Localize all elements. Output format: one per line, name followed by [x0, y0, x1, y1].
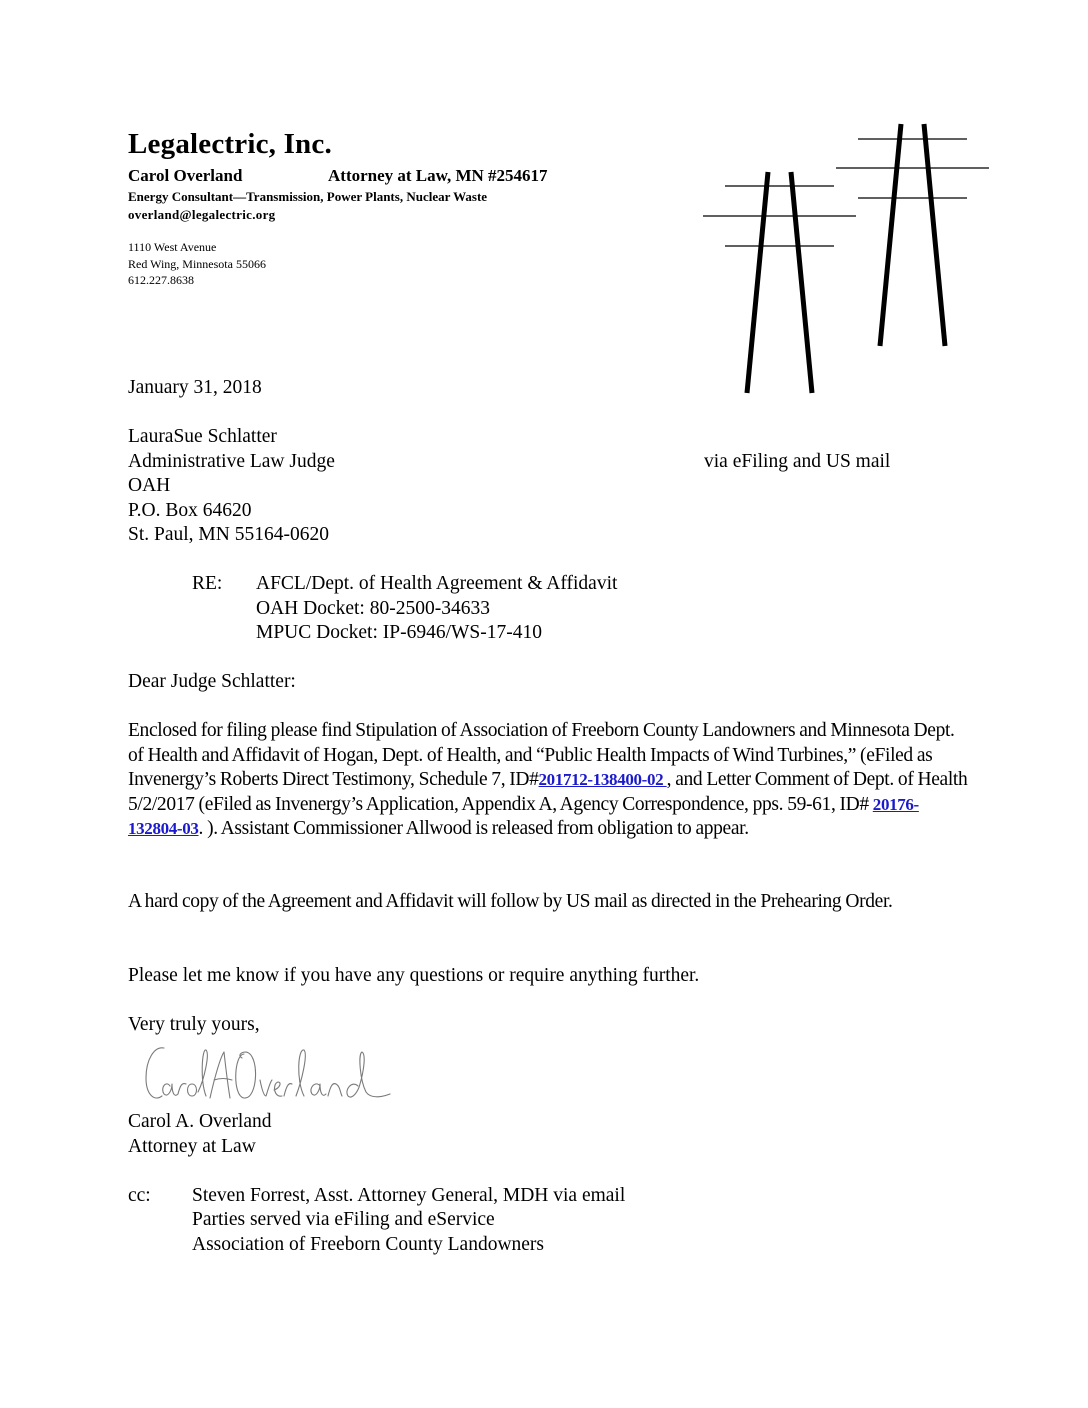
handwritten-signature-icon — [140, 1040, 440, 1110]
re-line-2: OAH Docket: 80-2500-34633 — [256, 598, 490, 619]
company-name: Legalectric, Inc. — [128, 128, 332, 160]
re-line-3: MPUC Docket: IP-6946/WS-17-410 — [256, 622, 542, 643]
power-line-towers-icon — [0, 0, 1088, 420]
recipient-name: LauraSue Schlatter — [128, 426, 277, 447]
letterhead-email: overland@legalectric.org — [128, 207, 276, 222]
recipient-org: OAH — [128, 475, 171, 496]
cc-item: Steven Forrest, Asst. Attorney General, MDH via email — [192, 1185, 626, 1206]
body-paragraph-1 — [128, 719, 968, 842]
re-line-1: AFCL/Dept. of Health Agreement & Affidavit — [256, 573, 618, 594]
closing: Very truly yours, — [128, 1014, 260, 1035]
letter-date: January 31, 2018 — [128, 377, 262, 398]
recipient-po-box: P.O. Box 64620 — [128, 500, 252, 521]
letterhead-title: Attorney at Law, MN #254617 — [328, 166, 548, 185]
signer-title: Attorney at Law — [128, 1136, 256, 1157]
cc-item: Association of Freeborn County Landowners — [192, 1234, 545, 1255]
letterhead-address-line2: Red Wing, Minnesota 55066 — [128, 257, 266, 271]
paragraph-1-text-a: Enclosed for filing please find Stipulation of Association of Freeborn County Landowners and Minnesota Dept. of Health and Affidavit of Hogan, Dept. of Health, and “Public Health Impacts of Wind Turbines,” (eFiled as Invenergy’s Roberts Direct Testimony, Schedule 7, ID# — [128, 720, 955, 790]
letterhead-name: Carol Overland — [128, 166, 243, 185]
signer-name: Carol A. Overland — [128, 1111, 272, 1132]
letterhead-phone: 612.227.8638 — [128, 273, 194, 287]
cc-label: cc: — [128, 1185, 151, 1206]
cc-item: Parties served via eFiling and eService — [192, 1209, 495, 1230]
paragraph-1-text-b: , and Letter Comment of Dept. of Health 5/2/2017 (eFiled as Invenergy’s Application, Appendix A, Agency Correspondence, pps. 59-61, ID# — [128, 769, 968, 815]
recipient-title: Administrative Law Judge — [128, 451, 335, 472]
filing-link-201712-138400-02[interactable]: 201712-138400-02 — [538, 770, 667, 789]
delivery-method: via eFiling and US mail — [704, 451, 891, 472]
paragraph-1-text-c: . ). Assistant Commissioner Allwood is released from obligation to appear. — [198, 818, 749, 839]
body-paragraph-2: A hard copy of the Agreement and Affidavit will follow by US mail as directed in the Prehearing Order. — [128, 891, 893, 912]
recipient-city: St. Paul, MN 55164-0620 — [128, 524, 329, 545]
letterhead-consultant: Energy Consultant—Transmission, Power Plants, Nuclear Waste — [128, 189, 488, 204]
salutation: Dear Judge Schlatter: — [128, 671, 296, 692]
re-label: RE: — [192, 573, 223, 594]
letterhead-address-line1: 1110 West Avenue — [128, 240, 217, 254]
filing-link-20176-132804-03[interactable]: 20176-132804-03 — [128, 794, 919, 838]
body-paragraph-3: Please let me know if you have any questions or require anything further. — [128, 965, 700, 986]
